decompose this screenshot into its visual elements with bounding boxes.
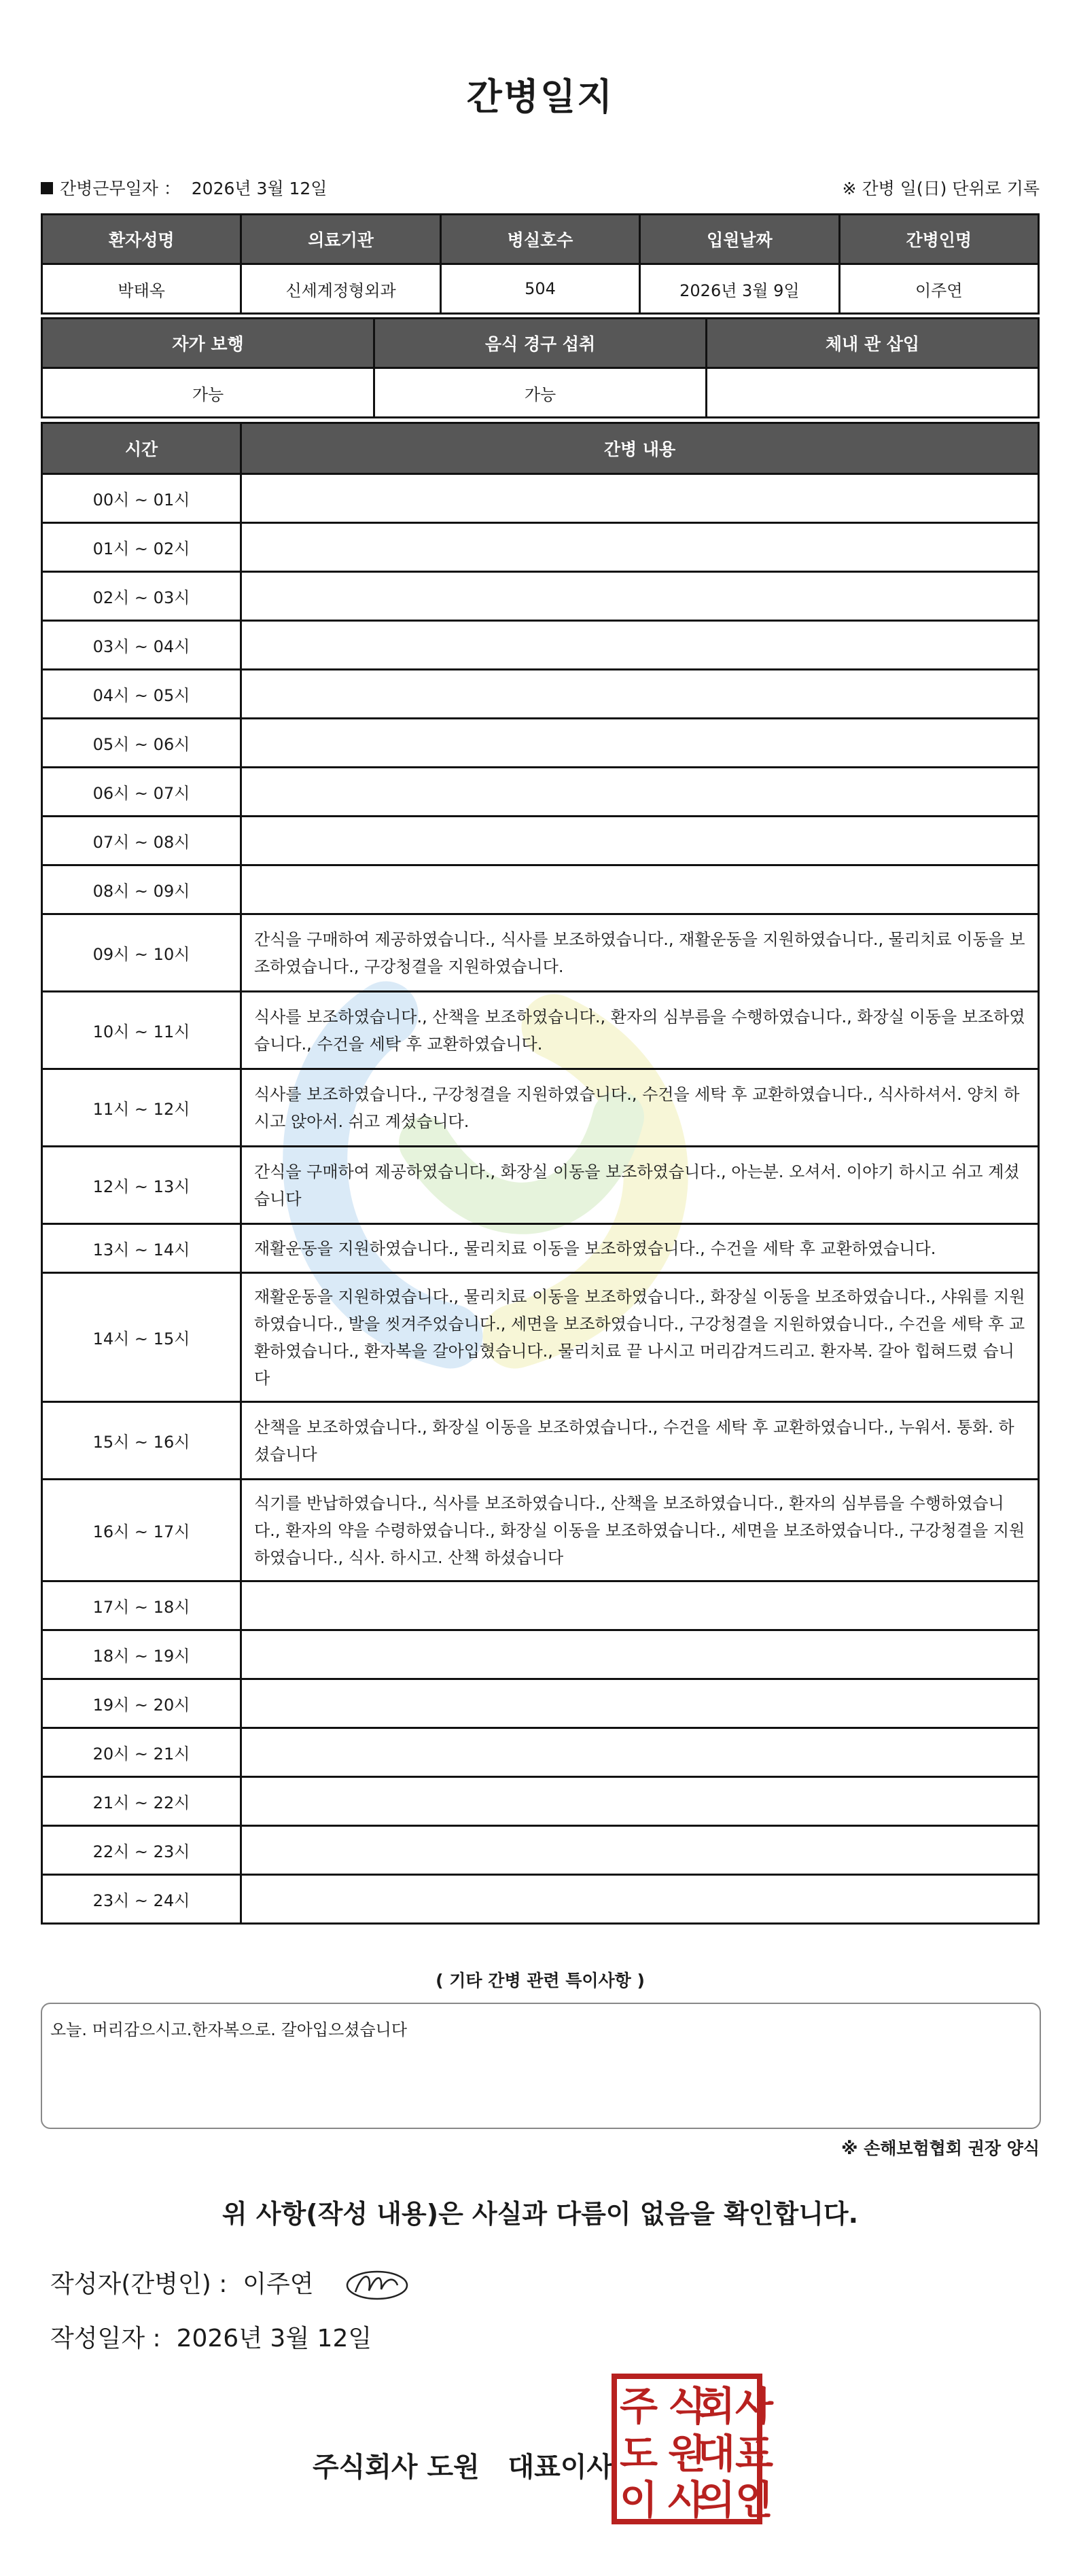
confirmation-statement: 위 사항(작성 내용)은 사실과 다름이 없음을 확인합니다. xyxy=(222,2199,859,2229)
log-time: 20시 ~ 21시 xyxy=(42,1728,241,1777)
header-room-number: 병실호수 xyxy=(440,215,639,264)
log-row xyxy=(42,1402,1039,1480)
log-content xyxy=(241,817,1039,865)
log-time: 21시 ~ 22시 xyxy=(42,1777,241,1826)
work-date xyxy=(41,175,327,200)
log-row xyxy=(42,474,1039,523)
svg-text:회사: 회사 xyxy=(696,2383,774,2429)
write-date-label: 작성일자 : xyxy=(50,2325,161,2353)
square-bullet-icon xyxy=(41,182,53,194)
log-content xyxy=(241,865,1039,914)
log-row xyxy=(42,572,1039,621)
log-content xyxy=(241,1875,1039,1924)
header-caregiver-name: 간병인명 xyxy=(839,215,1038,264)
log-time: 09시 ~ 10시 xyxy=(42,914,241,992)
header-self-walking: 자가 보행 xyxy=(42,319,374,368)
work-date-value: 2026년 3월 12일 xyxy=(191,179,328,198)
log-content xyxy=(241,1630,1039,1679)
log-content xyxy=(241,1777,1039,1826)
log-row xyxy=(42,1581,1039,1630)
company-signature: 주식회사 도원 대표이사 xyxy=(313,2452,614,2483)
care-log-table xyxy=(41,422,1040,1925)
association-note: ※ 손해보험협회 권장 양식 xyxy=(841,2139,1040,2158)
log-content xyxy=(241,621,1039,670)
admission-date: 2026년 3월 9일 xyxy=(640,264,839,314)
log-time: 17시 ~ 18시 xyxy=(42,1581,241,1630)
work-date-label: 간병근무일자 ： xyxy=(60,179,181,198)
log-content: 간식을 구매하여 제공하였습니다., 화장실 이동을 보조하였습니다., 아는분. 오셔서. 이야기 하시고 쉬고 계셨습니다 xyxy=(241,1147,1039,1224)
log-time: 05시 ~ 06시 xyxy=(42,719,241,768)
log-content: 식사를 보조하였습니다., 구강청결을 지원하였습니다., 수건을 세탁 후 교환하였습니다., 식사하셔서. 양치 하시고 앉아서. 쉬고 계셨습니다. xyxy=(241,1069,1039,1147)
meta-row xyxy=(41,175,1040,202)
log-time: 07시 ~ 08시 xyxy=(42,817,241,865)
log-time: 11시 ~ 12시 xyxy=(42,1069,241,1147)
log-row xyxy=(42,670,1039,719)
write-date-row xyxy=(50,2319,372,2354)
log-content: 산책을 보조하였습니다., 화장실 이동을 보조하였습니다., 수건을 세탁 후 교환하였습니다., 누워서. 통화. 하셨습니다 xyxy=(241,1402,1039,1480)
log-row xyxy=(42,1875,1039,1924)
header-patient-name: 환자성명 xyxy=(42,215,241,264)
log-content xyxy=(241,1728,1039,1777)
header-hospital: 의료기관 xyxy=(241,215,440,264)
log-content: 식기를 반납하였습니다., 식사를 보조하였습니다., 산책을 보조하였습니다., 환자의 심부름을 수행하였습니다., 환자의 약을 수령하였습니다., 화장실 이동을 보조하였습니다., 세면을 보조하였습니다., 구강청결을 지원하였습니다., 식사. 하시고. 산책 하셨습니다 xyxy=(241,1480,1039,1581)
oral-intake: 가능 xyxy=(374,368,707,418)
log-content: 재활운동을 지원하였습니다., 물리치료 이동을 보조하였습니다., 수건을 세탁 후 교환하였습니다. xyxy=(241,1224,1039,1273)
hospital: 신세계정형외과 xyxy=(241,264,440,314)
write-date: 2026년 3월 12일 xyxy=(176,2325,372,2353)
log-row xyxy=(42,817,1039,865)
writer-name: 이주연 xyxy=(243,2270,314,2298)
log-time: 00시 ~ 01시 xyxy=(42,474,241,523)
signature-icon xyxy=(342,2265,410,2306)
log-row xyxy=(42,621,1039,670)
log-row xyxy=(42,1480,1039,1581)
svg-text:식: 식 xyxy=(667,2383,707,2429)
header-tube-insertion: 체내 관 삽입 xyxy=(707,319,1039,368)
log-time: 18시 ~ 19시 xyxy=(42,1630,241,1679)
log-content xyxy=(241,1826,1039,1875)
svg-text:주: 주 xyxy=(619,2383,658,2429)
log-content: 간식을 구매하여 제공하였습니다., 식사를 보조하였습니다., 재활운동을 지원하였습니다., 물리치료 이동을 보조하였습니다., 구강청결을 지원하였습니다. xyxy=(241,914,1039,992)
log-content xyxy=(241,670,1039,719)
log-content: 식사를 보조하였습니다., 산책을 보조하였습니다., 환자의 심부름을 수행하였습니다., 화장실 이동을 보조하였습니다., 수건을 세탁 후 교환하였습니다. xyxy=(241,992,1039,1069)
log-time: 19시 ~ 20시 xyxy=(42,1679,241,1728)
log-time: 15시 ~ 16시 xyxy=(42,1402,241,1480)
log-time: 02시 ~ 03시 xyxy=(42,572,241,621)
caregiver-name: 이주연 xyxy=(839,264,1038,314)
svg-text:이: 이 xyxy=(619,2477,658,2523)
svg-text:도: 도 xyxy=(619,2431,658,2477)
log-time: 12시 ~ 13시 xyxy=(42,1147,241,1224)
log-row xyxy=(42,1728,1039,1777)
tube-insertion xyxy=(707,368,1039,418)
unit-note: ※ 간병 일(日) 단위로 기록 xyxy=(842,179,1040,198)
log-content xyxy=(241,523,1039,572)
log-row xyxy=(42,523,1039,572)
log-time: 13시 ~ 14시 xyxy=(42,1224,241,1273)
log-time: 10시 ~ 11시 xyxy=(42,992,241,1069)
log-content xyxy=(241,572,1039,621)
log-time: 06시 ~ 07시 xyxy=(42,768,241,817)
writer-row xyxy=(50,2265,410,2306)
log-row xyxy=(42,1147,1039,1224)
log-time: 04시 ~ 05시 xyxy=(42,670,241,719)
log-row xyxy=(42,992,1039,1069)
log-content: 재활운동을 지원하였습니다., 물리치료 이동을 보조하였습니다., 화장실 이동을 보조하였습니다., 샤워를 지원하였습니다., 발을 씻겨주었습니다., 세면을 보조하였습니다., 구강청결을 지원하였습니다., 수건을 세탁 후 교환하였습니다., 환자복을 갈아입혔습니다., 물리치료 끝 나시고 머리감겨드리고. 환자복. 갈아 힙혀드렸 습니다 xyxy=(241,1273,1039,1402)
log-row xyxy=(42,1630,1039,1679)
log-row xyxy=(42,1069,1039,1147)
log-time: 16시 ~ 17시 xyxy=(42,1480,241,1581)
patient-name: 박태옥 xyxy=(42,264,241,314)
header-time: 시간 xyxy=(42,423,241,474)
header-admission-date: 입원날짜 xyxy=(640,215,839,264)
notes-text: 오늘. 머리감으시고.한자복으로. 갈아입으셨습니다 xyxy=(50,2020,408,2039)
svg-text:의인: 의인 xyxy=(696,2477,774,2523)
patient-condition-table xyxy=(41,317,1040,418)
log-row xyxy=(42,1826,1039,1875)
writer-label: 작성자(간병인) : xyxy=(50,2270,228,2298)
log-row xyxy=(42,1224,1039,1273)
log-content xyxy=(241,1679,1039,1728)
header-oral-intake: 음식 경구 섭취 xyxy=(374,319,707,368)
log-time: 08시 ~ 09시 xyxy=(42,865,241,914)
svg-text:원: 원 xyxy=(667,2431,707,2477)
log-row xyxy=(42,865,1039,914)
notes-box xyxy=(41,2003,1041,2129)
company-seal-icon xyxy=(612,2374,774,2524)
log-row xyxy=(42,1777,1039,1826)
log-time: 23시 ~ 24시 xyxy=(42,1875,241,1924)
log-row xyxy=(42,1679,1039,1728)
svg-text:대표: 대표 xyxy=(696,2431,774,2477)
log-time: 14시 ~ 15시 xyxy=(42,1273,241,1402)
log-row xyxy=(42,719,1039,768)
log-content xyxy=(241,474,1039,523)
log-content xyxy=(241,1581,1039,1630)
log-time: 01시 ~ 02시 xyxy=(42,523,241,572)
notes-title: ( 기타 간병 관련 특이사항 ) xyxy=(436,1971,645,1990)
room-number: 504 xyxy=(440,264,639,314)
svg-text:사: 사 xyxy=(667,2477,707,2523)
self-walking: 가능 xyxy=(42,368,374,418)
document-title: 간병일지 xyxy=(466,75,614,118)
log-row xyxy=(42,768,1039,817)
log-row xyxy=(42,1273,1039,1402)
patient-info-table xyxy=(41,213,1040,315)
log-content xyxy=(241,719,1039,768)
log-row xyxy=(42,914,1039,992)
log-time: 22시 ~ 23시 xyxy=(42,1826,241,1875)
header-care-content: 간병 내용 xyxy=(241,423,1039,474)
log-time: 03시 ~ 04시 xyxy=(42,621,241,670)
log-content xyxy=(241,768,1039,817)
